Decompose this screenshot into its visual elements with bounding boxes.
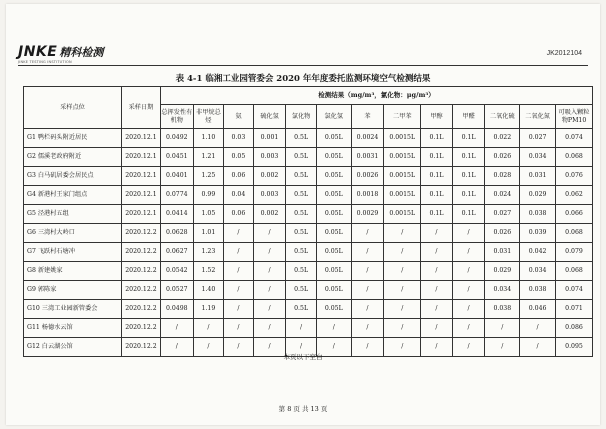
document-code: JK2012104 (546, 50, 582, 57)
cell-value: 0.034 (520, 148, 556, 167)
cell-value: 0.05L (316, 262, 351, 281)
cell-value: 0.5L (286, 243, 317, 262)
cell-value: / (253, 224, 286, 243)
cell-value: / (452, 338, 485, 357)
cell-value: 0.1L (452, 186, 485, 205)
cell-value: / (253, 300, 286, 319)
page-number: 第 8 页 共 13 页 (278, 405, 328, 413)
cell-value: 0.1L (452, 205, 485, 224)
cell-value: 0.05 (224, 148, 254, 167)
cell-value: 0.022 (485, 129, 520, 148)
cell-value: 0.026 (485, 224, 520, 243)
cell-value: / (421, 224, 453, 243)
cell-value: / (253, 262, 286, 281)
cell-value: / (160, 319, 193, 338)
cell-location: G3 白马矶居委会居民点 (24, 167, 122, 186)
cell-value: 0.05L (316, 129, 351, 148)
cell-value: / (286, 338, 317, 357)
column-header-param: 甲醇 (421, 105, 453, 129)
cell-location: G7 飞跃村石塘冲 (24, 243, 122, 262)
cell-value: 0.1L (452, 148, 485, 167)
column-header-param: 二氧化硫 (485, 105, 520, 129)
cell-value: 0.1L (452, 129, 485, 148)
cell-value: 0.038 (520, 205, 556, 224)
cell-value: 0.001 (253, 129, 286, 148)
column-header-param: 二甲苯 (384, 105, 421, 129)
table-row (24, 167, 593, 186)
column-header-param: 总挥发性有机物 (160, 105, 193, 129)
cell-value: / (384, 281, 421, 300)
cell-value: 0.5L (286, 186, 317, 205)
cell-value: / (253, 243, 286, 262)
cell-value: 0.5L (286, 281, 317, 300)
cell-value: 0.05L (316, 167, 351, 186)
cell-value: / (351, 300, 384, 319)
cell-value: / (286, 319, 317, 338)
column-header-location: 采样点位 (24, 87, 122, 129)
cell-value: / (253, 338, 286, 357)
cell-value: / (421, 243, 453, 262)
table-row (24, 186, 593, 205)
cell-value: 0.0015L (384, 186, 421, 205)
cell-value: 0.1L (452, 167, 485, 186)
cell-value: 0.1L (421, 167, 453, 186)
cell-value: 0.5L (286, 167, 317, 186)
cell-value: 1.40 (193, 281, 224, 300)
cell-value: / (224, 243, 254, 262)
cell-value: / (485, 319, 520, 338)
cell-value: / (485, 338, 520, 357)
cell-value: / (421, 300, 453, 319)
cell-value: 0.002 (253, 205, 286, 224)
cell-value: 1.52 (193, 262, 224, 281)
cell-value: 1.21 (193, 148, 224, 167)
cell-value: 0.086 (556, 319, 593, 338)
table-header-row-1 (24, 87, 593, 105)
cell-value: 0.5L (286, 262, 317, 281)
cell-value: / (224, 262, 254, 281)
cell-value: 0.0026 (351, 167, 384, 186)
cell-value: / (384, 319, 421, 338)
cell-value: 0.003 (253, 186, 286, 205)
cell-value: / (520, 319, 556, 338)
blank-below-note: 本页以下空白 (283, 353, 323, 361)
cell-value: 0.071 (556, 300, 593, 319)
cell-value: 0.05L (316, 148, 351, 167)
cell-location: G4 新港村王家门组点 (24, 186, 122, 205)
cell-date: 2020.12.2 (121, 281, 160, 300)
cell-value: / (224, 319, 254, 338)
column-header-param: 甲醛 (452, 105, 485, 129)
cell-value: 0.042 (520, 243, 556, 262)
cell-value: / (452, 224, 485, 243)
cell-value: 0.5L (286, 148, 317, 167)
cell-value: 0.0498 (160, 300, 193, 319)
cell-date: 2020.12.2 (121, 224, 160, 243)
cell-value: / (253, 281, 286, 300)
column-header-group: 检测结果（mg/m³，氯化物：μg/m³） (160, 87, 592, 105)
cell-value: 0.039 (520, 224, 556, 243)
cell-date: 2020.12.2 (121, 243, 160, 262)
cell-value: / (224, 338, 254, 357)
cell-value: / (421, 319, 453, 338)
cell-value: / (193, 319, 224, 338)
cell-value: 0.024 (485, 186, 520, 205)
cell-value: 0.0015L (384, 205, 421, 224)
cell-value: 0.026 (485, 148, 520, 167)
cell-value: 0.06 (224, 167, 254, 186)
column-header-param: 苯 (351, 105, 384, 129)
cell-value: 0.068 (556, 224, 593, 243)
cell-location: G12 白云湖公馆 (24, 338, 122, 357)
table-row (24, 281, 593, 300)
cell-value: / (351, 224, 384, 243)
cell-value: 0.05L (316, 205, 351, 224)
cell-value: 0.079 (556, 243, 593, 262)
table-row (24, 300, 593, 319)
cell-location: G5 泾港村五组 (24, 205, 122, 224)
cell-value: 0.068 (556, 148, 593, 167)
cell-value: 0.03 (224, 129, 254, 148)
cell-value: 0.0031 (351, 148, 384, 167)
logo-text: JNKE (18, 44, 58, 60)
cell-value: 0.05L (316, 243, 351, 262)
cell-value: 0.1L (421, 205, 453, 224)
cell-value: 0.0015L (384, 148, 421, 167)
cell-value: 0.0774 (160, 186, 193, 205)
cell-value: 0.0414 (160, 205, 193, 224)
cell-value: / (421, 281, 453, 300)
cell-location: G1 鸭栏码头附近居民 (24, 129, 122, 148)
column-header-param: 氨 (224, 105, 254, 129)
column-header-param: 氯化氢 (316, 105, 351, 129)
cell-value: 0.0401 (160, 167, 193, 186)
cell-value: / (384, 338, 421, 357)
document-page (6, 4, 600, 425)
cell-value: 0.068 (556, 262, 593, 281)
cell-location: G8 新建姚家 (24, 262, 122, 281)
cell-value: 1.23 (193, 243, 224, 262)
cell-value: 0.05L (316, 300, 351, 319)
cell-value: 0.028 (485, 167, 520, 186)
cell-value: / (193, 338, 224, 357)
cell-value: 0.05L (316, 281, 351, 300)
cell-value: 0.1L (421, 148, 453, 167)
cell-value: / (224, 281, 254, 300)
cell-value: / (421, 338, 453, 357)
cell-value: / (384, 262, 421, 281)
cell-value: / (452, 243, 485, 262)
cell-value: 0.5L (286, 129, 317, 148)
header-divider (18, 65, 588, 66)
cell-value: 0.003 (253, 148, 286, 167)
cell-value: 0.095 (556, 338, 593, 357)
cell-value: 0.0029 (351, 205, 384, 224)
table-row (24, 148, 593, 167)
cell-value: 0.0527 (160, 281, 193, 300)
cell-location: G9 郭陈家 (24, 281, 122, 300)
cell-value: / (316, 319, 351, 338)
cell-value: 0.5L (286, 300, 317, 319)
cell-location: G2 儒溪老政府附近 (24, 148, 122, 167)
cell-value: 0.05L (316, 186, 351, 205)
column-header-date: 采样日期 (121, 87, 160, 129)
cell-date: 2020.12.1 (121, 167, 160, 186)
cell-date: 2020.12.2 (121, 262, 160, 281)
cell-value: 0.0542 (160, 262, 193, 281)
cell-value: / (351, 338, 384, 357)
cell-value: / (351, 243, 384, 262)
cell-location: G11 杨德水云馆 (24, 319, 122, 338)
cell-location: G10 三湾工业园新管委会 (24, 300, 122, 319)
cell-value: 0.1L (421, 186, 453, 205)
cell-value: 0.038 (520, 281, 556, 300)
cell-value: 0.0024 (351, 129, 384, 148)
results-table (23, 86, 593, 357)
cell-value: 1.01 (193, 224, 224, 243)
cell-value: / (452, 319, 485, 338)
table-row (24, 224, 593, 243)
cell-value: 0.5L (286, 224, 317, 243)
cell-value: 0.0018 (351, 186, 384, 205)
cell-value: 0.031 (485, 243, 520, 262)
cell-value: / (384, 224, 421, 243)
cell-date: 2020.12.1 (121, 129, 160, 148)
cell-value: 0.0628 (160, 224, 193, 243)
column-header-param: 非甲烷总烃 (193, 105, 224, 129)
cell-value: 0.029 (485, 262, 520, 281)
cell-value: / (452, 300, 485, 319)
cell-value: 0.029 (520, 186, 556, 205)
cell-value: / (224, 300, 254, 319)
cell-date: 2020.12.2 (121, 300, 160, 319)
cell-value: 0.034 (520, 262, 556, 281)
cell-value: 0.038 (485, 300, 520, 319)
cell-value: / (452, 281, 485, 300)
cell-date: 2020.12.2 (121, 338, 160, 357)
column-header-param: 二氧化氮 (520, 105, 556, 129)
cell-value: 0.027 (485, 205, 520, 224)
column-header-param: 氯化物 (286, 105, 317, 129)
cell-value: 0.99 (193, 186, 224, 205)
table-title: 表 4-1 临湘工业园管委会 2020 年年度委托监测环境空气检测结果 (175, 74, 431, 84)
cell-value: 0.0492 (160, 129, 193, 148)
company-logo (18, 44, 103, 60)
cell-value: 1.05 (193, 205, 224, 224)
cell-value: / (452, 262, 485, 281)
cell-date: 2020.12.1 (121, 186, 160, 205)
cell-value: / (520, 338, 556, 357)
cell-value: 0.062 (556, 186, 593, 205)
cell-value: 0.04 (224, 186, 254, 205)
table-body (24, 129, 593, 357)
cell-value: 0.1L (421, 129, 453, 148)
cell-value: / (384, 300, 421, 319)
cell-value: 0.034 (485, 281, 520, 300)
cell-value: 0.066 (556, 205, 593, 224)
cell-value: 0.046 (520, 300, 556, 319)
cell-date: 2020.12.2 (121, 319, 160, 338)
table-row (24, 205, 593, 224)
cell-value: 0.0627 (160, 243, 193, 262)
cell-value: 0.06 (224, 205, 254, 224)
column-header-param: 可吸入颗粒物PM10 (556, 105, 593, 129)
cell-value: 0.031 (520, 167, 556, 186)
cell-value: / (421, 262, 453, 281)
cell-value: 0.0015L (384, 167, 421, 186)
cell-value: / (351, 319, 384, 338)
cell-value: 0.002 (253, 167, 286, 186)
cell-value: / (351, 262, 384, 281)
cell-value: / (351, 281, 384, 300)
logo-chinese-text: 精科检测 (59, 46, 104, 59)
cell-value: 1.10 (193, 129, 224, 148)
table-row (24, 129, 593, 148)
cell-value: 0.0451 (160, 148, 193, 167)
cell-value: 0.5L (286, 205, 317, 224)
cell-value: 0.074 (556, 281, 593, 300)
cell-value: / (384, 243, 421, 262)
cell-value: / (224, 224, 254, 243)
table-row (24, 243, 593, 262)
cell-value: 0.027 (520, 129, 556, 148)
cell-value: 0.05L (316, 224, 351, 243)
cell-value: 1.19 (193, 300, 224, 319)
cell-value: / (316, 338, 351, 357)
cell-value: / (160, 338, 193, 357)
table-row (24, 319, 593, 338)
cell-value: 1.25 (193, 167, 224, 186)
cell-location: G6 三湾村大岭口 (24, 224, 122, 243)
cell-value: / (253, 319, 286, 338)
cell-value: 0.076 (556, 167, 593, 186)
cell-value: 0.074 (556, 129, 593, 148)
column-header-param: 硫化氢 (253, 105, 286, 129)
cell-date: 2020.12.1 (121, 148, 160, 167)
table-row (24, 262, 593, 281)
cell-date: 2020.12.1 (121, 205, 160, 224)
logo-subtitle: JINKE TESTING INSTITUTION (18, 60, 72, 64)
cell-value: 0.0015L (384, 129, 421, 148)
